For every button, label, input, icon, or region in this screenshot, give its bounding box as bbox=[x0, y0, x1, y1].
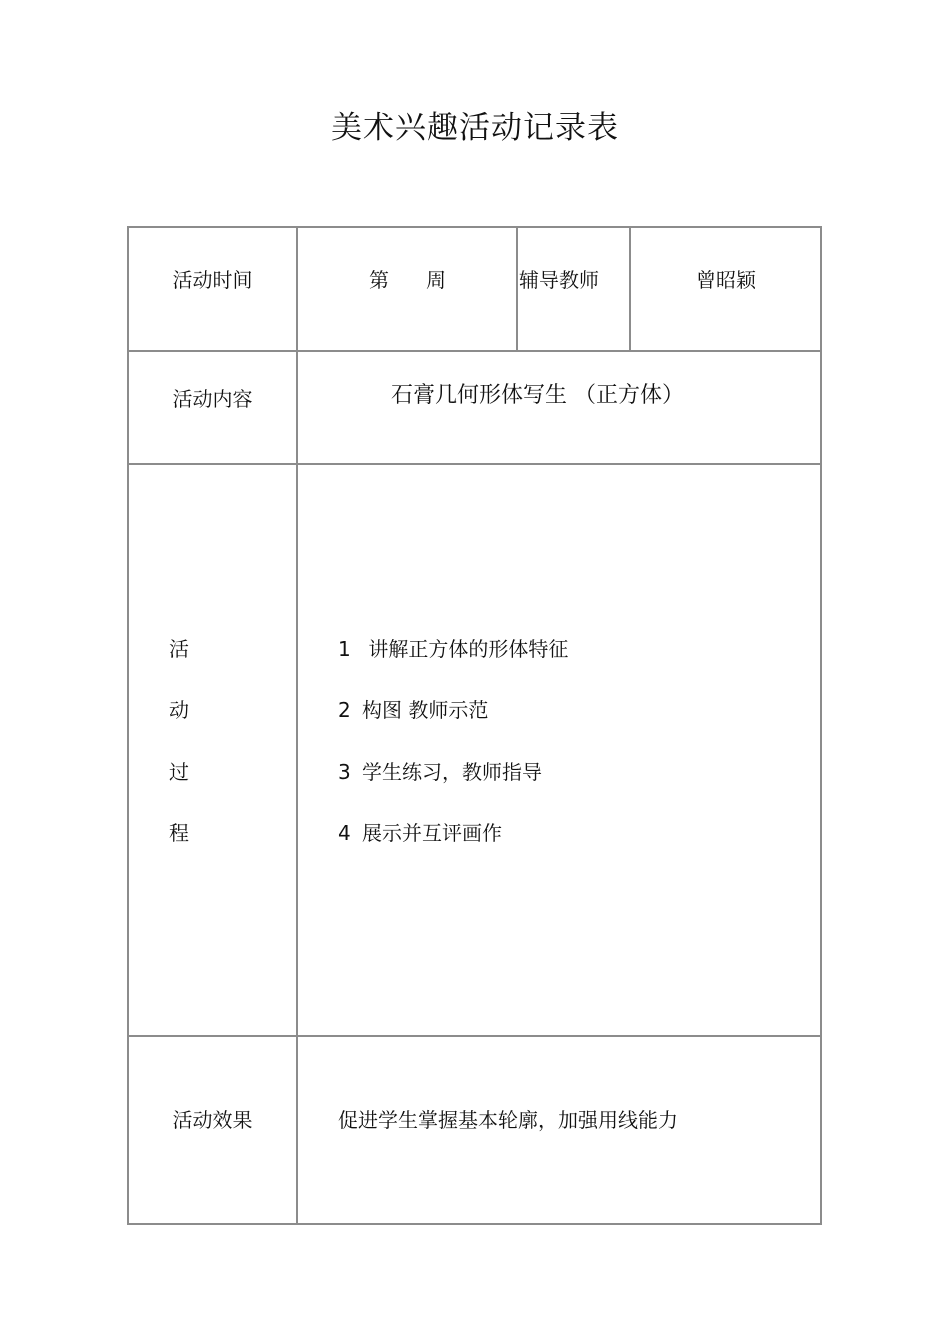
process-label-char-1: 活 bbox=[169, 637, 189, 661]
step-text: 构图 教师示范 bbox=[362, 698, 489, 722]
row-divider-1 bbox=[127, 350, 822, 352]
step-text: 展示并互评画作 bbox=[362, 821, 502, 845]
step-text: 讲解正方体的形体特征 bbox=[362, 637, 569, 661]
process-label-char-3: 过 bbox=[169, 760, 189, 784]
step-number: 3 bbox=[338, 760, 351, 784]
step-number: 1 bbox=[338, 637, 351, 661]
effect-value: 促进学生掌握基本轮廓，加强用线能力 bbox=[338, 1108, 678, 1132]
row-divider-2 bbox=[127, 463, 822, 465]
week-prefix: 第 bbox=[369, 268, 389, 292]
step-number: 2 bbox=[338, 698, 351, 722]
process-step-1 bbox=[338, 637, 568, 661]
label-column-divider bbox=[296, 226, 298, 1225]
teacher-label: 辅导教师 bbox=[519, 268, 599, 292]
process-label-char-2: 动 bbox=[169, 698, 189, 722]
table-frame bbox=[127, 226, 822, 1225]
content-value: 石膏几何形体写生 （正方体） bbox=[391, 383, 684, 408]
teacher-name: 曾昭颖 bbox=[696, 268, 756, 292]
step-text: 学生练习，教师指导 bbox=[362, 760, 542, 784]
row-divider-3 bbox=[127, 1035, 822, 1037]
effect-label: 活动效果 bbox=[172, 1108, 253, 1132]
week-cell-divider bbox=[516, 226, 518, 351]
process-step-2 bbox=[338, 698, 488, 722]
process-step-4 bbox=[338, 821, 502, 845]
week-suffix: 周 bbox=[426, 268, 446, 292]
time-label: 活动时间 bbox=[172, 268, 253, 292]
step-number: 4 bbox=[338, 821, 351, 845]
process-label-char-4: 程 bbox=[169, 821, 189, 845]
process-step-3 bbox=[338, 760, 542, 784]
page-title: 美术兴趣活动记录表 bbox=[331, 110, 619, 146]
content-label: 活动内容 bbox=[172, 387, 253, 411]
